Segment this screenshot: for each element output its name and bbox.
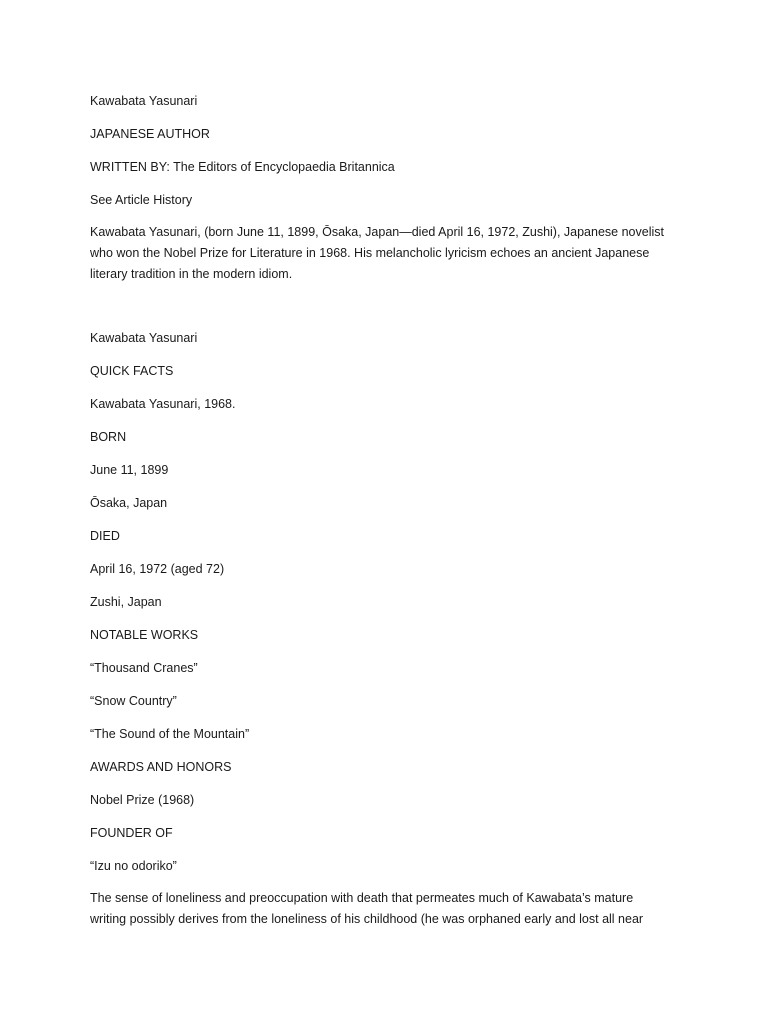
notable-work-item: “Thousand Cranes” (90, 661, 198, 675)
article-byline: WRITTEN BY: The Editors of Encyclopaedia Britannica (90, 160, 395, 174)
article-history-link[interactable]: See Article History (90, 193, 193, 207)
article-title: Kawabata Yasunari (90, 94, 198, 108)
notable-work-item: “Snow Country” (90, 694, 177, 708)
intro-line: who won the Nobel Prize for Literature in 1968. His melancholic lyricism echoes an ancient Japanese (90, 246, 650, 260)
intro-line: Kawabata Yasunari, (born June 11, 1899, Ōsaka, Japan—died April 16, 1972, Zushi), Japanese novelist (90, 225, 664, 239)
awards-label: AWARDS AND HONORS (90, 760, 232, 774)
founder-item: “Izu no odoriko” (90, 859, 177, 873)
image-caption: Kawabata Yasunari, 1968. (90, 397, 236, 411)
article-subtitle: JAPANESE AUTHOR (90, 127, 210, 141)
died-place: Zushi, Japan (90, 595, 162, 609)
died-label: DIED (90, 529, 120, 543)
quick-facts-heading: QUICK FACTS (90, 364, 174, 378)
intro-paragraph (90, 222, 670, 285)
died-date: April 16, 1972 (aged 72) (90, 562, 225, 576)
born-date: June 11, 1899 (90, 463, 169, 477)
body-paragraph (90, 888, 670, 930)
award-item: Nobel Prize (1968) (90, 793, 195, 807)
notable-works-label: NOTABLE WORKS (90, 628, 199, 642)
founder-label: FOUNDER OF (90, 826, 173, 840)
body-line: writing possibly derives from the loneliness of his childhood (he was orphaned early and lost all near (90, 912, 644, 926)
body-line: The sense of loneliness and preoccupation with death that permeates much of Kawabata’s mature (90, 891, 634, 905)
born-label: BORN (90, 430, 127, 444)
born-place: Ōsaka, Japan (90, 496, 168, 510)
quick-facts-name: Kawabata Yasunari (90, 331, 198, 345)
intro-line: literary tradition in the modern idiom. (90, 267, 293, 281)
notable-work-item: “The Sound of the Mountain” (90, 727, 250, 741)
